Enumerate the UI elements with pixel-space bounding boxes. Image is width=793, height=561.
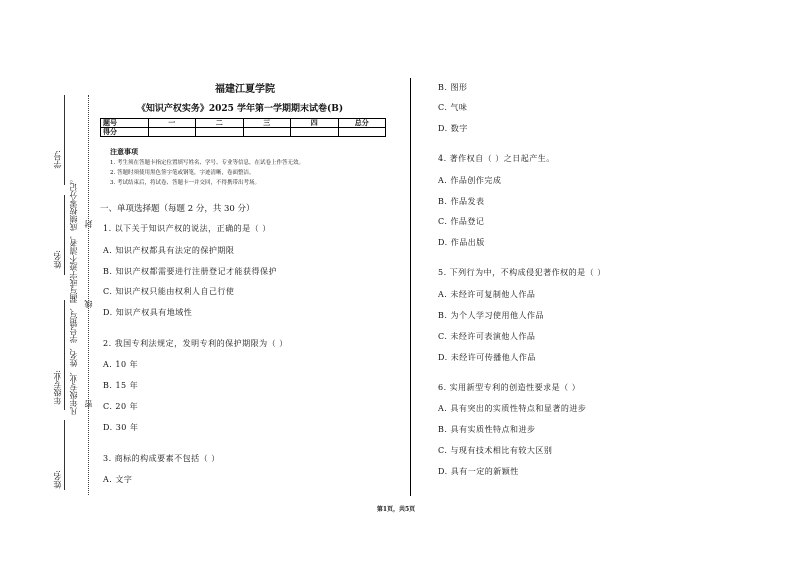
question-3-option: D. 数字 (438, 124, 468, 133)
question-5-option: A. 未经许可复制他人作品 (438, 290, 536, 299)
question-3-option: B. 图形 (438, 83, 468, 92)
question-2-option: D. 30 年 (103, 423, 139, 432)
name-bottom-label: 姓名: (53, 470, 62, 489)
question-5-stem: 5. 下列行为中，不构成侵犯著作权的是（ ） (438, 268, 606, 277)
score-header-cell: 三 (243, 119, 291, 128)
note-item: 1. 考生须在答题卡指定位置填写姓名、学号、专业等信息，在试卷上作答无效。 (110, 160, 304, 166)
score-header-cell: 题号 (101, 119, 149, 128)
score-cell (243, 128, 291, 137)
student-id-underline (64, 95, 65, 185)
notes-title: 注意事项 (110, 147, 138, 156)
question-4-option: A. 作品创作完成 (438, 176, 502, 185)
question-3-option: A. 文字 (103, 475, 133, 484)
question-3-stem: 3. 商标的构成要素不包括（ ） (103, 454, 220, 463)
question-2-option: B. 15 年 (103, 381, 139, 390)
question-6-option: C. 与现有技术相比有较大区别 (438, 446, 553, 455)
line-mark: 线 (84, 300, 93, 308)
question-2-stem: 2. 我国专利法规定，发明专利的保护期限为（ ） (103, 339, 288, 348)
score-cell (196, 128, 244, 137)
seal-mark: 封 (84, 220, 93, 228)
question-1-option: D. 知识产权具有地域性 (103, 308, 193, 317)
score-header-cell: 二 (196, 119, 244, 128)
note-item: 2. 答题时须使用黑色签字笔或钢笔，字迹清晰，卷面整洁。 (110, 170, 255, 176)
question-6-stem: 6. 实用新型专利的创造性要求是（ ） (438, 383, 581, 392)
question-4-stem: 4. 著作权自（ ）之日起产生。 (438, 154, 555, 163)
score-cell (338, 128, 386, 137)
name-bottom-underline (64, 420, 65, 490)
score-cell (291, 128, 339, 137)
score-row-label: 得分 (101, 128, 149, 137)
section-title: 一、单项选择题（每题 2 分，共 30 分） (100, 204, 255, 214)
question-1-option: B. 知识产权都需要进行注册登记才能获得保护 (103, 267, 277, 276)
school-name: 福建江夏学院 (215, 84, 275, 95)
question-1-stem: 1. 以下关于知识产权的说法，正确的是（ ） (103, 224, 271, 233)
score-header-cell: 四 (291, 119, 339, 128)
question-5-option: D. 未经许可传播他人作品 (438, 353, 536, 362)
score-cell (148, 128, 196, 137)
question-5-option: C. 未经许可表演他人作品 (438, 332, 536, 341)
question-4-option: B. 作品发表 (438, 197, 485, 206)
score-header-cell: 一 (148, 119, 196, 128)
question-4-option: D. 作品出版 (438, 238, 485, 247)
question-6-option: B. 具有实质性特点和进步 (438, 425, 536, 434)
note-item: 3. 考试结束后，将试卷、答题卡一并交回，不得携带出考场。 (110, 180, 260, 186)
exam-title: 《知识产权实务》2025 学年第一学期期末试卷(B) (136, 104, 344, 114)
score-table (100, 118, 386, 137)
grade-major-underline (64, 300, 65, 410)
score-header-cell: 总分 (338, 119, 386, 128)
question-6-option: D. 具有一定的新颖性 (438, 467, 519, 476)
score-table-score-row (101, 128, 386, 137)
question-1-option: A. 知识产权都具有法定的保护期限 (103, 246, 235, 255)
column-divider (410, 78, 411, 496)
name-underline (64, 195, 65, 275)
student-id-label: 学号: (53, 150, 62, 169)
question-3-option: C. 气味 (438, 103, 468, 112)
question-4-option: C. 作品登记 (438, 217, 485, 226)
question-2-option: A. 10 年 (103, 360, 139, 369)
question-2-option: C. 20 年 (103, 402, 139, 411)
question-6-option: A. 具有突出的实质性特点和显著的进步 (438, 404, 587, 413)
dense-mark: 密 (84, 400, 93, 408)
page-number: 第1页，共5页 (376, 506, 416, 513)
question-1-option: C. 知识产权只能由权利人自己行使 (103, 287, 235, 296)
binding-instruction: 凡年级专业、姓名、学号错写、漏写或字迹不清者，成绩按零分记。 (69, 175, 78, 415)
score-table-header-row (101, 119, 386, 128)
question-5-option: B. 为个人学习使用他人作品 (438, 311, 544, 320)
grade-major-label: 年级专业: (53, 370, 62, 405)
binding-dotted-line (88, 95, 89, 495)
name-label: 姓名: (53, 250, 62, 269)
